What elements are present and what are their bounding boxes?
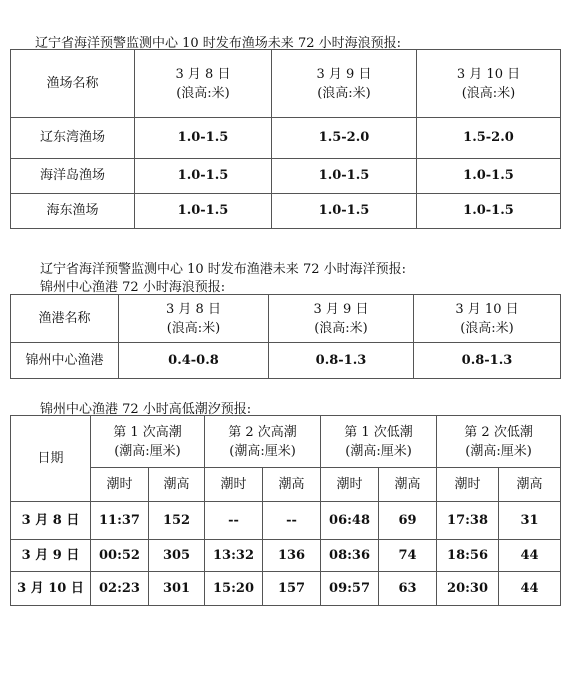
- date-label: 3 月 9 日: [316, 66, 372, 82]
- tide-time: 09:57: [321, 572, 379, 606]
- group-title: 第 1 次低潮: [344, 424, 413, 440]
- tide-height: --: [263, 502, 321, 540]
- unit-label: (潮高:厘米): [465, 443, 532, 459]
- tide-height: 305: [149, 540, 205, 572]
- tide-time: 02:23: [91, 572, 149, 606]
- wave-forecast-fishing-grounds-title: 辽宁省海洋预警监测中心 10 时发布渔场未来 72 小时海浪预报:: [35, 36, 401, 51]
- wave-value: 1.0-1.5: [417, 159, 561, 194]
- column-header-date: [119, 295, 269, 343]
- tide-height: 31: [499, 502, 561, 540]
- subheader-tide-time: 潮时: [91, 468, 149, 502]
- table-header-row: [11, 295, 561, 343]
- unit-label: (潮高:厘米): [345, 443, 412, 459]
- wave-value: 1.0-1.5: [135, 159, 272, 194]
- table-header-row: [11, 50, 561, 118]
- wave-value: 0.8-1.3: [414, 343, 561, 379]
- wave-value: 1.0-1.5: [135, 118, 272, 159]
- harbor-wave-table: [10, 294, 561, 379]
- tide-height: 74: [379, 540, 437, 572]
- unit-label: (浪高:米): [460, 320, 514, 336]
- tide-height: 152: [149, 502, 205, 540]
- tide-time: 20:30: [437, 572, 499, 606]
- column-header-date: [417, 50, 561, 118]
- harbor-wave-subtitle: 锦州中心渔港 72 小时海浪预报:: [40, 280, 226, 295]
- column-group-low-tide-1: [321, 416, 437, 468]
- harbor-forecast-title: 辽宁省海洋预警监测中心 10 时发布渔港未来 72 小时海洋预报:: [40, 262, 406, 277]
- tide-height: 44: [499, 572, 561, 606]
- tide-height: 136: [263, 540, 321, 572]
- unit-label: (浪高:米): [166, 320, 221, 336]
- subheader-tide-time: 潮时: [205, 468, 263, 502]
- unit-label: (浪高:米): [317, 85, 371, 101]
- tide-height: 69: [379, 502, 437, 540]
- unit-label: (浪高:米): [176, 85, 230, 101]
- table-header-row: [11, 416, 561, 468]
- fishing-ground-name: 海东渔场: [11, 194, 135, 229]
- column-group-high-tide-1: [91, 416, 205, 468]
- table-row: [11, 572, 561, 606]
- fishing-grounds-wave-table: [10, 49, 561, 229]
- table-row: [11, 343, 561, 379]
- tide-forecast-title: 锦州中心渔港 72 小时高低潮汐预报:: [40, 402, 252, 417]
- table-row: [11, 502, 561, 540]
- harbor-name: 锦州中心渔港: [11, 343, 119, 379]
- tide-height: 301: [149, 572, 205, 606]
- tide-time: 15:20: [205, 572, 263, 606]
- table-subheader-row: [11, 468, 561, 502]
- tide-height: 44: [499, 540, 561, 572]
- fishing-ground-name: 海洋岛渔场: [11, 159, 135, 194]
- subheader-tide-height: 潮高: [149, 468, 205, 502]
- column-header-date: [135, 50, 272, 118]
- tide-forecast-table: [10, 415, 561, 606]
- wave-value: 1.5-2.0: [272, 118, 417, 159]
- date-label: 3 月 10 日: [455, 301, 519, 317]
- wave-value: 0.8-1.3: [269, 343, 414, 379]
- tide-time: 13:32: [205, 540, 263, 572]
- column-header-name: 渔港名称: [11, 295, 119, 343]
- group-title: 第 2 次低潮: [464, 424, 533, 440]
- wave-value: 0.4-0.8: [119, 343, 269, 379]
- tide-time: 17:38: [437, 502, 499, 540]
- subheader-tide-height: 潮高: [379, 468, 437, 502]
- column-group-high-tide-2: [205, 416, 321, 468]
- tide-time: 00:52: [91, 540, 149, 572]
- date-label: 3 月 8 日: [175, 66, 231, 82]
- wave-value: 1.0-1.5: [135, 194, 272, 229]
- column-header-date: [414, 295, 561, 343]
- table-row: [11, 540, 561, 572]
- subheader-tide-height: 潮高: [263, 468, 321, 502]
- tide-time: --: [205, 502, 263, 540]
- subheader-tide-time: 潮时: [321, 468, 379, 502]
- unit-label: (浪高:米): [314, 320, 368, 336]
- tide-time: 08:36: [321, 540, 379, 572]
- wave-value: 1.0-1.5: [417, 194, 561, 229]
- row-date: 3 月 10 日: [11, 572, 91, 606]
- subheader-tide-height: 潮高: [499, 468, 561, 502]
- tide-height: 63: [379, 572, 437, 606]
- column-header-date: [269, 295, 414, 343]
- unit-label: (浪高:米): [461, 85, 516, 101]
- wave-value: 1.0-1.5: [272, 159, 417, 194]
- subheader-tide-time: 潮时: [437, 468, 499, 502]
- row-date: 3 月 9 日: [11, 540, 91, 572]
- tide-height: 157: [263, 572, 321, 606]
- tide-time: 18:56: [437, 540, 499, 572]
- wave-value: 1.0-1.5: [272, 194, 417, 229]
- column-header-date: 日期: [11, 416, 91, 502]
- unit-label: (潮高:厘米): [229, 443, 296, 459]
- row-date: 3 月 8 日: [11, 502, 91, 540]
- column-header-date: [272, 50, 417, 118]
- date-label: 3 月 9 日: [313, 301, 369, 317]
- tide-time: 11:37: [91, 502, 149, 540]
- date-label: 3 月 8 日: [166, 301, 221, 317]
- unit-label: (潮高:厘米): [114, 443, 181, 459]
- group-title: 第 1 次高潮: [113, 424, 182, 440]
- table-row: [11, 159, 561, 194]
- fishing-ground-name: 辽东湾渔场: [11, 118, 135, 159]
- group-title: 第 2 次高潮: [228, 424, 297, 440]
- tide-time: 06:48: [321, 502, 379, 540]
- date-label: 3 月 10 日: [456, 66, 521, 82]
- wave-value: 1.5-2.0: [417, 118, 561, 159]
- column-group-low-tide-2: [437, 416, 561, 468]
- table-row: [11, 118, 561, 159]
- table-row: [11, 194, 561, 229]
- column-header-name: 渔场名称: [11, 50, 135, 118]
